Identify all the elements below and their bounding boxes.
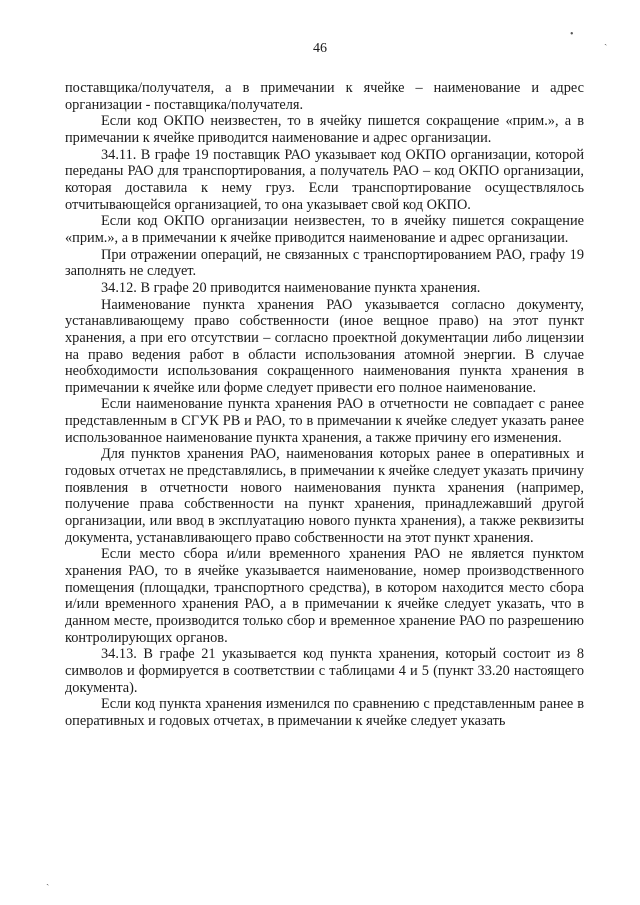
scan-speck: ˎ: [604, 35, 608, 46]
paragraph: 34.13. В графе 21 указывается код пункта хранения, который состоит из 8 символов и формируется в соответствии с таблицами 4 и 5 (пункт 33.20 настоящего документа).: [65, 646, 584, 696]
paragraph: Если наименование пункта хранения РАО в отчетности не совпадает с ранее представленным в СГУК РВ и РАО, то в примечании к ячейке следует указать ранее использованное наименование пункта хранения, а также причину его изменения.: [65, 396, 584, 446]
paragraph: Если код ОКПО организации неизвестен, то в ячейку пишется сокращение «прим.», а в примечании к ячейке приводится наименование и адрес организации.: [65, 213, 584, 246]
document-body: [65, 80, 584, 730]
scan-speck: ˏ: [46, 875, 50, 886]
page-number: 46: [313, 41, 327, 56]
paragraph: При отражении операций, не связанных с транспортированием РАО, графу 19 заполнять не следует.: [65, 246, 584, 280]
paragraph: 34.12. В графе 20 приводится наименование пункта хранения.: [101, 279, 481, 296]
paragraph: 34.11. В графе 19 поставщик РАО указывает код ОКПО организации, которой переданы РАО для транспортирования, а получатель РАО – код ОКПО организации, которая доставила к нему груз. Если транспортирование осуществлялось отчитывающейся организацией, то она указывает свой код ОКПО.: [65, 146, 584, 213]
paragraph: Если код пункта хранения изменился по сравнению с представленным ранее в оперативных и годовых отчетах, в примечании к ячейке следует указать: [65, 696, 584, 729]
scan-speck: •: [570, 29, 574, 40]
paragraph: Для пунктов хранения РАО, наименования которых ранее в оперативных и годовых отчетах не представлялись, в примечании к ячейке следует указать причину появления в отчетности нового наименования пункта хранения (например, получение права собственности на пункт хранения, принадлежавший другой организации, или ввод в эксплуатацию нового пункта хранения), а также реквизиты документа, устанавливающего право собственности на этот пункт хранения.: [65, 446, 584, 546]
paragraph: Если код ОКПО неизвестен, то в ячейку пишется сокращение «прим.», а в примечании к ячейке приводится наименование и адрес организации.: [65, 113, 584, 146]
paragraph: Если место сбора и/или временного хранения РАО не является пунктом хранения РАО, то в ячейке указывается наименование, номер производственного помещения (площадки, транспортного средства), в котором находится место сбора и/или временного хранения РАО, а в примечании к ячейке следует указать, что в данном месте, производится только сбор и временное хранение РАО по разрешению контролирующих органов.: [65, 546, 584, 646]
paragraph: поставщика/получателя, а в примечании к ячейке – наименование и адрес организации - поставщика/получателя.: [65, 80, 584, 113]
paragraph: Наименование пункта хранения РАО указывается согласно документу, устанавливающему право собственности (иное вещное право) на этот пункт хранения, а при его отсутствии – согласно проектной документации либо лицензии на право ведения работ в области использования атомной энергии. В случае необходимости использования сокращенного наименования пункта хранения в примечании к ячейке или форме следует привести его полное наименование.: [65, 296, 584, 396]
